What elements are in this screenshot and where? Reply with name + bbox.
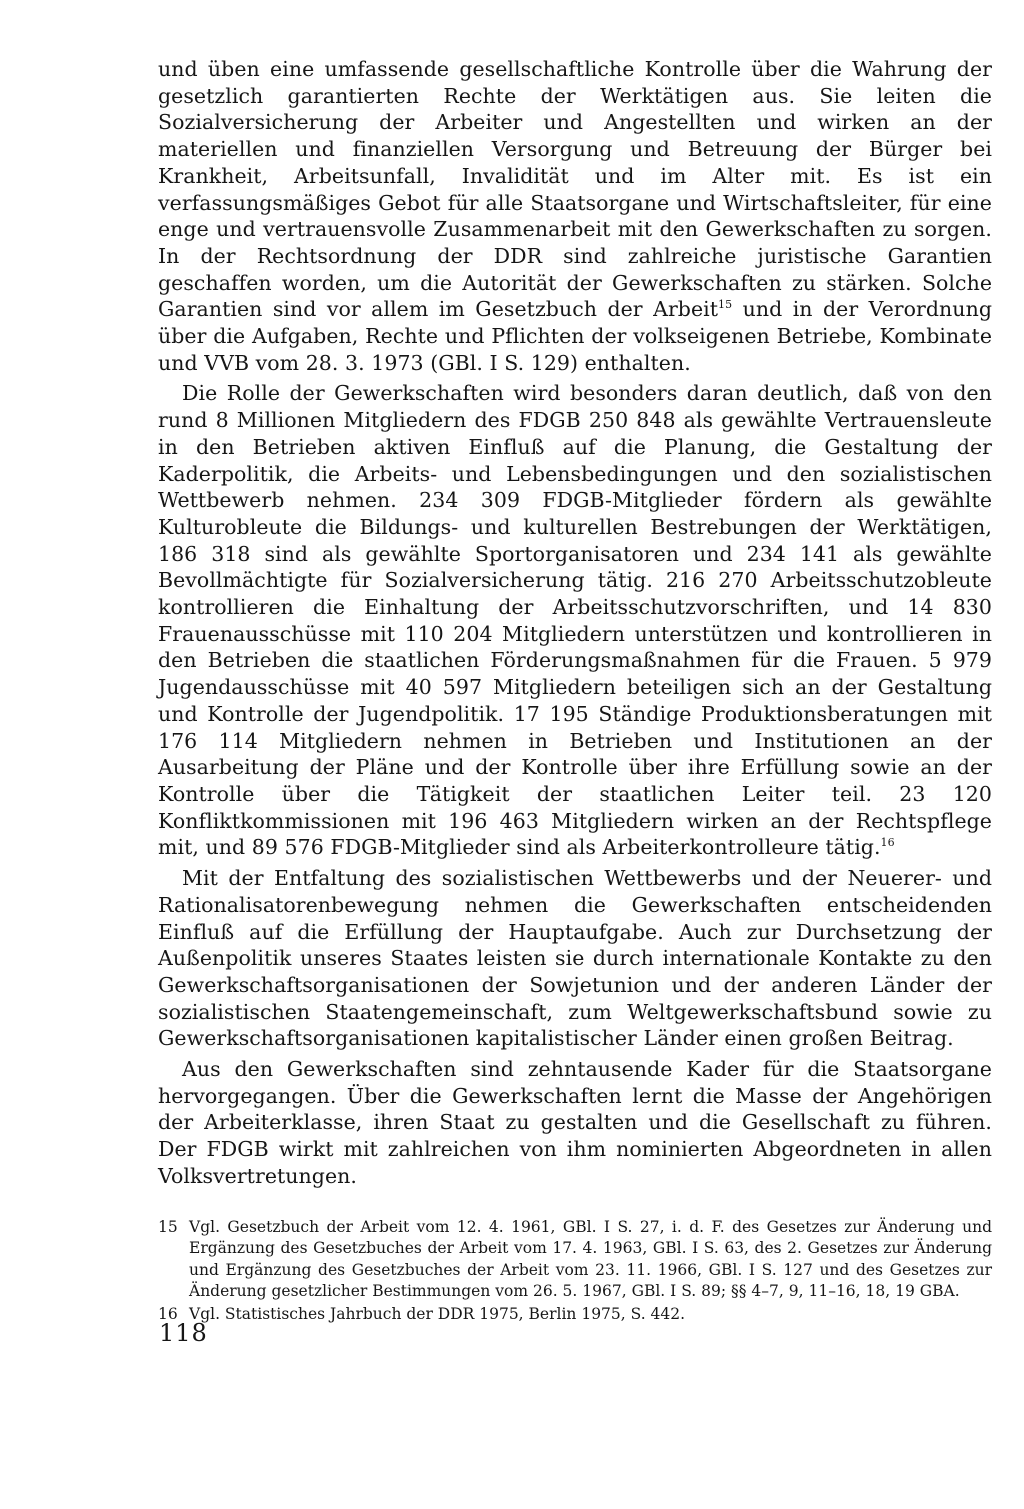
footnote-text: Vgl. Gesetzbuch der Arbeit vom 12. 4. 1961, GBl. I S. 27, i. d. F. des Gesetzes zur Änderung und Ergänzung des Gesetzbuches der Arbeit vom 17. 4. 1963, GBl. I S. 63, des 2. Gesetzes zur Änderung und Ergänzung des Gesetzbuches der Arbeit vom 23. 11. 1966, GBl. I S. 127 und des Gesetzes zur Änderung gesetzlicher Bestimmungen vom 26. 5. 1967, GBl. I S. 89; §§ 4–7, 9, 11–16, 18, 19 GBA. bbox=[189, 1217, 992, 1301]
paragraph-3-text: Mit der Entfaltung des sozialistischen Wettbewerbs und der Neuerer- und Rationalisatorenbewegung nehmen die Gewerkschaften entscheidenden Einfluß auf die Erfüllung der Hauptaufgabe. Auch zur Durchsetzung der Außenpolitik unseres Staates leisten sie durch internationale Kontakte zu den Gewerkschaftsorganisationen der Sowjetunion und der anderen Länder der sozialistischen Staatengemeinschaft, zum Weltgewerkschaftsbund sowie zu Gewerkschaftsorganisationen kapitalistischer Länder einen großen Beitrag. bbox=[158, 866, 992, 1051]
page-content bbox=[158, 56, 992, 1325]
footnote-15 bbox=[158, 1217, 992, 1303]
footnote-ref-16: 16 bbox=[880, 836, 895, 850]
paragraph-2-text: Die Rolle der Gewerkschaften wird besonders daran deutlich, daß von den rund 8 Millionen Mitgliedern des FDGB 250 848 als gewählte Vertrauensleute in den Betrieben aktiven Einfluß auf die Planung, die Gestaltung der Kaderpolitik, die Arbeits- und Lebensbedingungen und den sozialistischen Wettbewerb nehmen. 234 309 FDGB-Mitglieder fördern als gewählte Kulturobleute die Bildungs- und kulturellen Bestrebungen der Werktätigen, 186 318 sind als gewählte Sportorganisatoren und 234 141 als gewählte Bevollmächtigte für Sozialversicherung tätig. 216 270 Arbeitsschutzobleute kontrollieren die Einhaltung der Arbeitsschutzvorschriften, und 14 830 Frauenausschüsse mit 110 204 Mitgliedern unterstützen und kontrollieren in den Betrieben die staatlichen Förderungsmaßnahmen für die Frauen. 5 979 Jugendausschüsse mit 40 597 Mitgliedern beteiligen sich an der Gestaltung und Kontrolle der Jugendpolitik. 17 195 Ständige Produktionsberatungen mit 176 114 Mitgliedern nehmen in Betrieben und Institutionen an der Ausarbeitung der Pläne und der Kontrolle über ihre Erfüllung sowie an der Kontrolle über die Tätigkeit der staatlichen Leiter teil. 23 120 Konfliktkommissionen mit 196 463 Mitgliedern wirken an der Rechtspflege mit, und 89 576 FDGB-Mitglieder sind als Arbeiterkontrolleure tätig. bbox=[158, 381, 992, 860]
paragraph-1-text-continued: und in der Verordnung über die Aufgaben, Rechte und Pflichten der volkseigenen Betriebe, Kombinate und VVB vom 28. 3. 1973 (GBl. I S. 129) enthalten. bbox=[158, 297, 992, 375]
footnote-ref-15: 15 bbox=[718, 298, 733, 312]
footnotes bbox=[158, 1217, 992, 1326]
paragraph-1-text: und üben eine umfassende gesellschaftliche Kontrolle über die Wahrung der gesetzlich garantierten Rechte der Werktätigen aus. Sie leiten die Sozialversicherung der Arbeiter und Angestellten und wirken an der materiellen und finanziellen Versorgung und Betreuung der Bürger bei Krankheit, Arbeitsunfall, Invalidität und im Alter mit. Es ist ein verfassungsmäßiges Gebot für alle Staatsorgane und Wirtschaftsleiter, für eine enge und vertrauensvolle Zusammenarbeit mit den Gewerkschaften zu sorgen. In der Rechtsordnung der DDR sind zahlreiche juristische Garantien geschaffen worden, um die Autorität der Gewerkschaften zu stärken. Solche Garantien sind vor allem im Gesetzbuch der Arbeit bbox=[158, 57, 992, 322]
page-number: 118 bbox=[159, 1319, 208, 1347]
footnote-text: Vgl. Statistisches Jahrbuch der DDR 1975, Berlin 1975, S. 442. bbox=[189, 1304, 686, 1323]
paragraph-2 bbox=[158, 380, 992, 861]
footnote-16 bbox=[158, 1304, 992, 1326]
paragraph-1 bbox=[158, 56, 992, 376]
paragraph-4 bbox=[158, 1056, 992, 1190]
body-text bbox=[158, 56, 992, 1190]
footnote-number: 16 bbox=[158, 1304, 178, 1323]
footnote-number: 15 bbox=[158, 1217, 178, 1236]
paragraph-4-text: Aus den Gewerkschaften sind zehntausende Kader für die Staatsorgane hervorgegangen. Über die Gewerkschaften lernt die Masse der Angehörigen der Arbeiterklasse, ihren Staat zu gestalten und die Gesellschaft zu führen. Der FDGB wirkt mit zahlreichen von ihm nominierten Abgeordneten in allen Volksvertretungen. bbox=[158, 1057, 992, 1188]
paragraph-3 bbox=[158, 865, 992, 1052]
